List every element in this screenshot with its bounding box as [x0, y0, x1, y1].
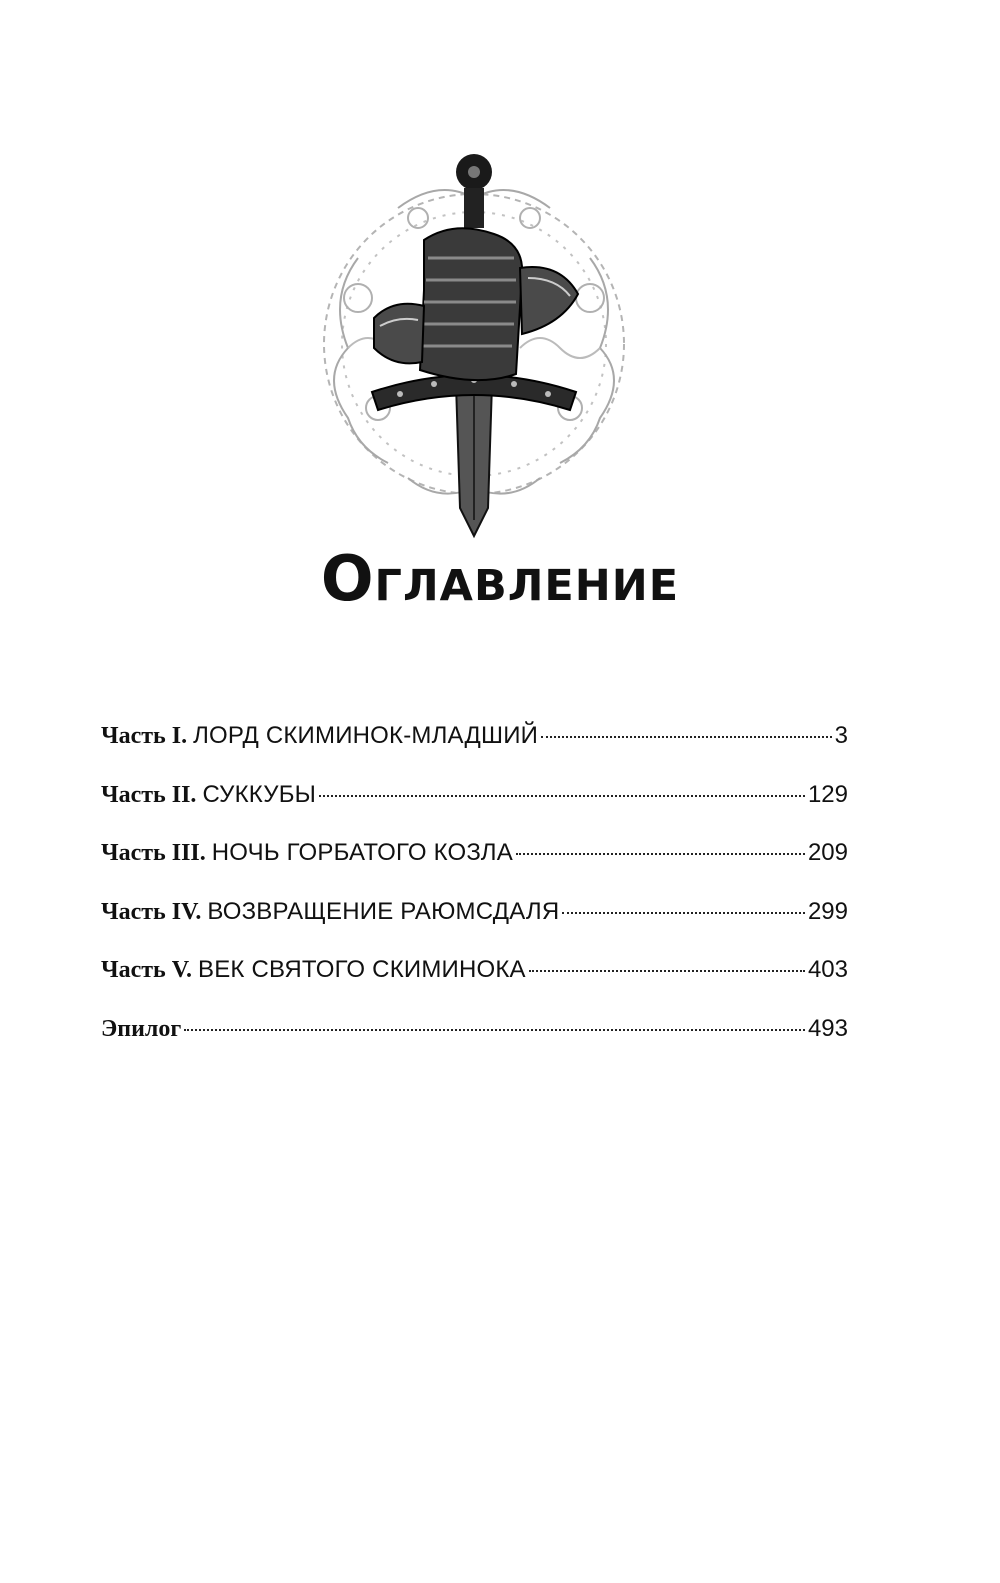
toc-entry-epilogue[interactable] — [101, 1015, 848, 1074]
gauntlet-sword-emblem-icon — [288, 148, 660, 540]
toc-part-label: Часть I. — [101, 723, 188, 749]
toc-epilogue-label: Эпилог — [101, 1015, 182, 1042]
toc-part-label: Часть II. — [101, 781, 197, 808]
toc-entry-part-1[interactable] — [101, 722, 848, 781]
page-title: Оглавление — [320, 542, 680, 615]
toc-part-label: Часть V. — [101, 957, 192, 983]
toc-part-title: НОЧЬ ГОРБАТОГО КОЗЛА — [211, 839, 513, 866]
toc-part-label: Часть III. — [101, 840, 206, 866]
toc-entry-part-5[interactable] — [101, 956, 848, 1015]
toc-entry-part-4[interactable] — [101, 898, 848, 957]
toc-page-number: 3 — [834, 722, 848, 749]
toc-part-title: ВЕК СВЯТОГО СКИМИНОКА — [197, 956, 526, 983]
toc-page-number: 403 — [807, 956, 848, 983]
toc-part-label: Часть IV. — [101, 898, 202, 925]
dot-leader — [562, 912, 805, 914]
toc-entry-part-2[interactable] — [101, 781, 848, 840]
toc-part-title: ВОЗВРАЩЕНИЕ РАЮМСДАЛЯ — [207, 897, 560, 925]
toc-page-number: 493 — [807, 1014, 848, 1042]
dot-leader — [541, 736, 832, 738]
gauntlet — [374, 228, 578, 380]
table-of-contents — [101, 722, 848, 1073]
dot-leader — [319, 795, 805, 797]
sword-grip — [464, 188, 484, 228]
dot-leader — [184, 1029, 805, 1031]
toc-entry-part-3[interactable] — [101, 839, 848, 898]
toc-part-title: ЛОРД СКИМИНОК-МЛАДШИЙ — [193, 722, 539, 749]
toc-page-number: 129 — [807, 780, 848, 808]
toc-part-title: СУККУБЫ — [202, 780, 317, 808]
toc-page-number: 299 — [807, 897, 848, 925]
dot-leader — [516, 853, 805, 855]
dot-leader — [529, 970, 805, 972]
toc-page-number: 209 — [807, 839, 848, 866]
